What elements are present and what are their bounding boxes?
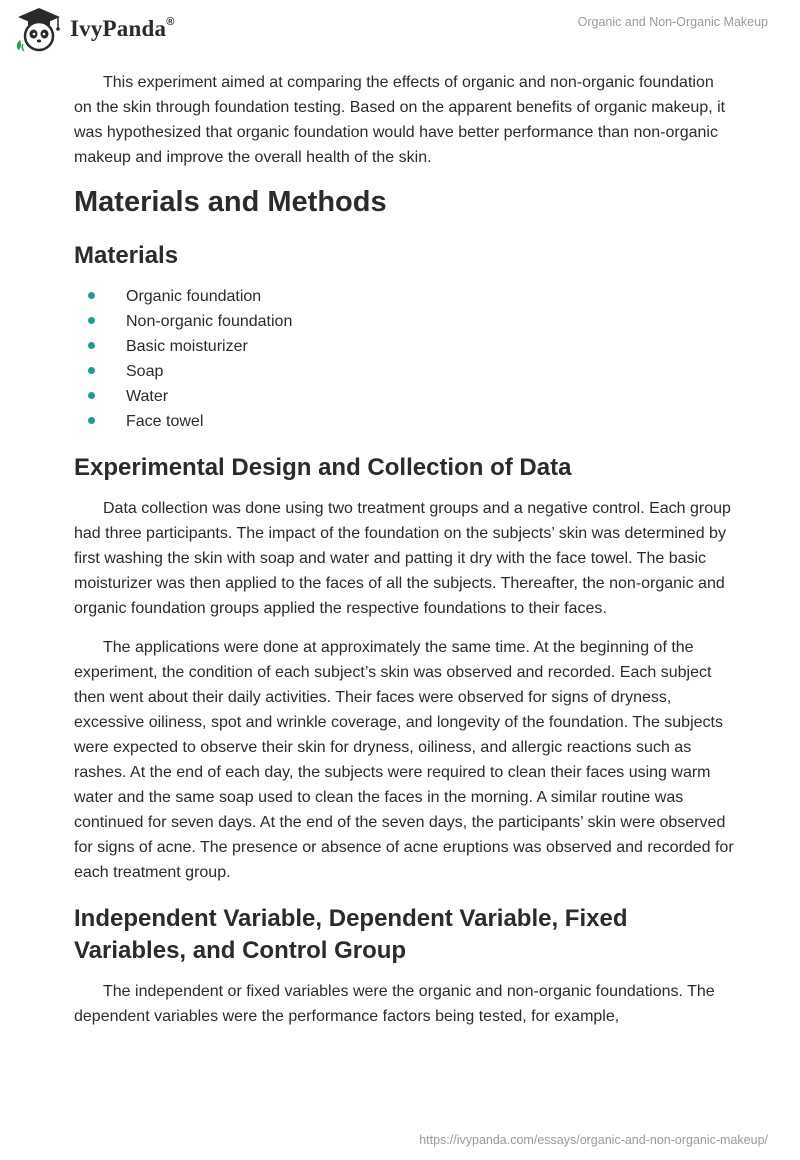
materials-heading: Materials (74, 242, 179, 269)
design-heading: Experimental Design and Collection of Data (74, 454, 572, 481)
ivypanda-logo[interactable] (14, 6, 175, 52)
list-item: Basic moisturizer (74, 334, 734, 359)
bullet-icon (88, 342, 95, 349)
list-item: Water (74, 384, 734, 409)
list-item: Face towel (74, 409, 734, 434)
page-header (0, 0, 800, 60)
bullet-icon (88, 292, 95, 299)
design-paragraph-2: The applications were done at approximately the same time. At the beginning of the experiment, the condition of each subject’s skin was observed and recorded. Each subject then went about their daily activities. Their faces were observed for signs of dryness, excessive oiliness, spot and wrinkle coverage, and longevity of the foundation. The subjects were expected to observe their skin for dryness, oiliness, and allergic reactions such as rashes. At the end of each day, the subjects were required to clean their faces using warm water and the same soap used to clean the faces in the morning. A similar routine was continued for seven days. At the end of the seven days, the participants’ skin were observed for signs of acne. The presence or absence of acne eruptions was observed and recorded for each treatment group. (74, 639, 734, 881)
article-body (74, 70, 734, 1043)
bullet-icon (88, 392, 95, 399)
bullet-icon (88, 317, 95, 324)
variables-paragraph: The independent or fixed variables were the organic and non-organic foundations. The dependent variables were the performance factors being tested, for example, (74, 983, 715, 1025)
list-item: Soap (74, 359, 734, 384)
brand-name: IvyPanda® (70, 16, 175, 41)
document-title: Organic and Non-Organic Makeup (577, 15, 768, 29)
panda-icon (14, 6, 64, 52)
materials-list (74, 284, 734, 434)
section-heading: Materials and Methods (74, 186, 387, 218)
list-item: Organic foundation (74, 284, 734, 309)
intro-paragraph: This experiment aimed at comparing the effects of organic and non-organic foundation on the skin through foundation testing. Based on the apparent benefits of organic makeup, it was hypothesized that organic foundation would have better performance than non-organic makeup and improve the overall health of the skin. (74, 74, 726, 166)
variables-heading: Independent Variable, Dependent Variable, Fixed Variables, and Control Group (74, 905, 628, 964)
source-url[interactable]: https://ivypanda.com/essays/organic-and-non-organic-makeup/ (419, 1133, 768, 1147)
bullet-icon (88, 367, 95, 374)
design-paragraph-1: Data collection was done using two treatment groups and a negative control. Each group had three participants. The impact of the foundation on the subjects’ skin was determined by first washing the skin with soap and water and patting it dry with the face towel. The basic moisturizer was then applied to the faces of all the subjects. Thereafter, the non-organic and organic foundation groups applied the respective foundations to their faces. (74, 500, 731, 617)
bullet-icon (88, 417, 95, 424)
list-item: Non-organic foundation (74, 309, 734, 334)
